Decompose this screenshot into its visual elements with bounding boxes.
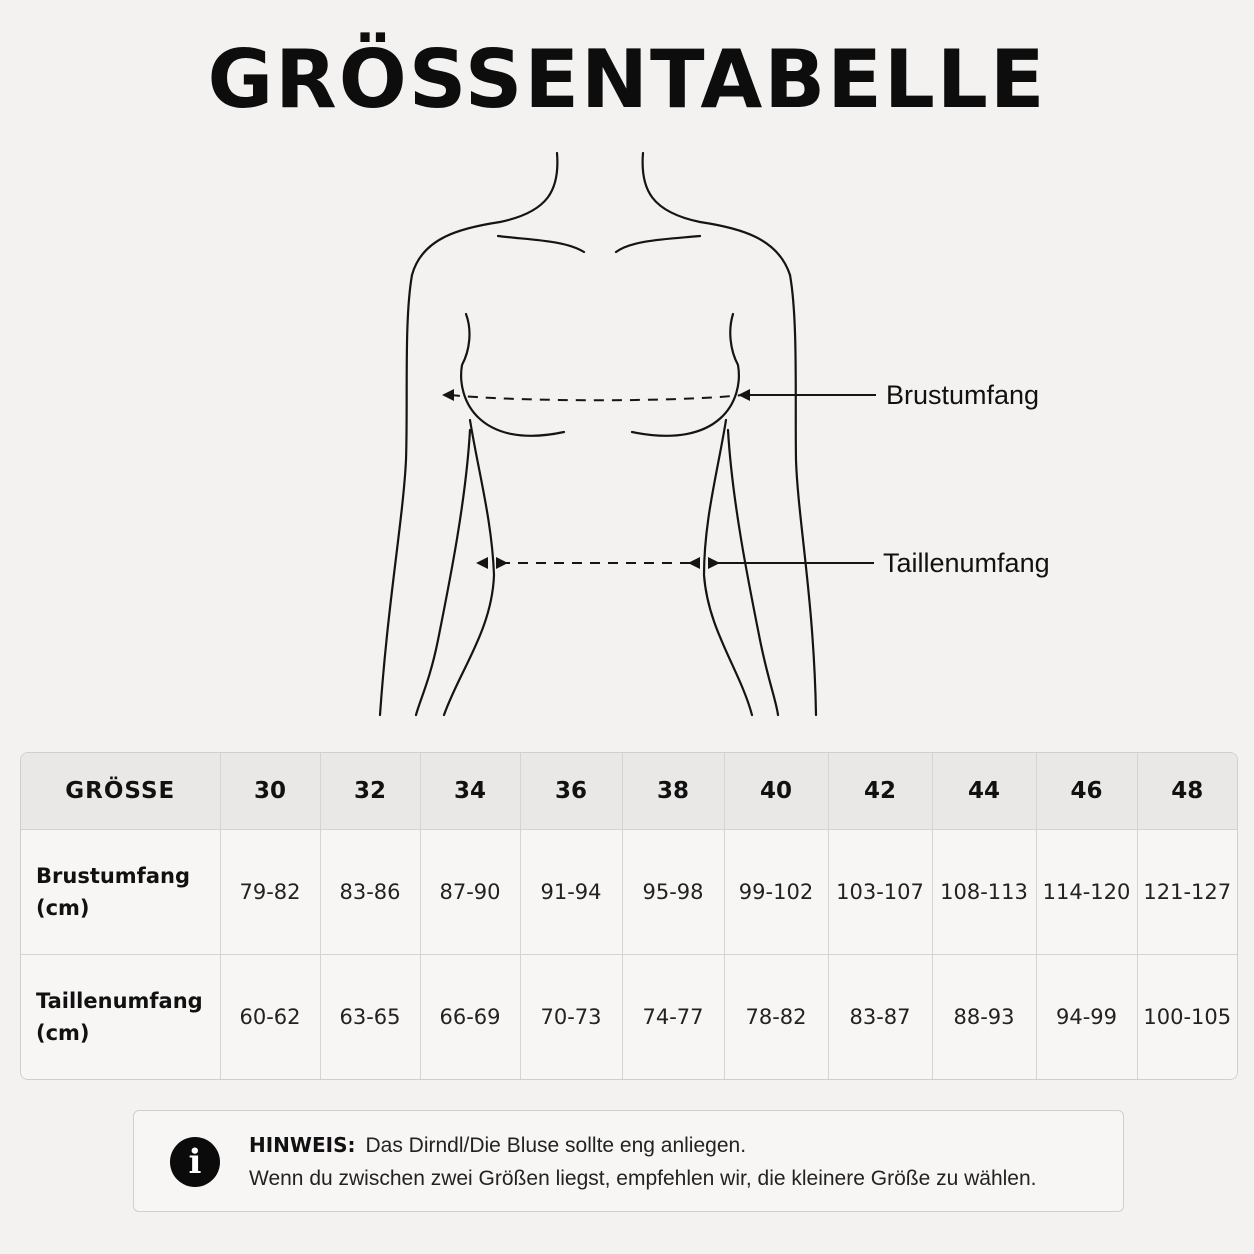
size-header: 42	[828, 753, 932, 830]
table-cell: 78-82	[724, 955, 828, 1080]
note-prefix: HINWEIS:	[249, 1133, 356, 1157]
table-cell: 74-77	[622, 955, 724, 1080]
table-cell: 95-98	[622, 830, 724, 955]
breast-right	[632, 314, 739, 436]
bust-dashed-line	[450, 395, 742, 400]
bust-arrow-left	[442, 389, 454, 401]
size-header: 40	[724, 753, 828, 830]
table-cell: 99-102	[724, 830, 828, 955]
bust-label: Brustumfang	[886, 380, 1040, 410]
table-header-row	[21, 753, 1237, 830]
row-label-line2: (cm)	[36, 1021, 90, 1045]
table-cell: 103-107	[828, 830, 932, 955]
note-text-1: Das Dirndl/Die Bluse sollte eng anliegen.	[365, 1134, 747, 1157]
neck-left	[412, 153, 557, 275]
table-cell: 108-113	[932, 830, 1036, 955]
note-line2: Wenn du zwischen zwei Größen liegst, empfehlen wir, die kleinere Größe zu wählen.	[249, 1167, 1037, 1190]
neck-right	[643, 153, 790, 275]
breast-left	[461, 314, 564, 436]
note-line1	[249, 1133, 746, 1158]
size-header: 32	[320, 753, 420, 830]
row-label-line2: (cm)	[36, 896, 90, 920]
table-cell: 70-73	[520, 955, 622, 1080]
table-row	[21, 830, 1237, 955]
table-cell: 63-65	[320, 955, 420, 1080]
waist-arrow-2	[496, 557, 508, 569]
bust-arrow-right	[738, 389, 750, 401]
waist-label: Taillenumfang	[883, 548, 1050, 578]
table-cell: 100-105	[1137, 955, 1237, 1080]
collarbone-left	[498, 236, 584, 252]
table-cell: 83-86	[320, 830, 420, 955]
page-title: GRÖSSENTABELLE	[207, 33, 1047, 126]
row-label-bust	[21, 830, 220, 955]
table-cell: 79-82	[220, 830, 320, 955]
waist-arrow-1	[476, 557, 488, 569]
info-icon: i	[170, 1137, 220, 1187]
size-table	[20, 752, 1238, 1080]
size-header: 48	[1137, 753, 1237, 830]
table-cell: 121-127	[1137, 830, 1237, 955]
table-cell: 83-87	[828, 955, 932, 1080]
table-cell: 88-93	[932, 955, 1036, 1080]
table-header-label: GRÖSSE	[21, 753, 220, 830]
torso-right	[704, 420, 752, 715]
size-header: 30	[220, 753, 320, 830]
size-header: 38	[622, 753, 724, 830]
waist-arrow-4	[708, 557, 720, 569]
size-header: 44	[932, 753, 1036, 830]
arm-right-outer	[790, 275, 816, 715]
row-label-line1: Brustumfang	[36, 864, 190, 888]
table-cell: 91-94	[520, 830, 622, 955]
table-cell: 66-69	[420, 955, 520, 1080]
size-header: 34	[420, 753, 520, 830]
note-box	[133, 1110, 1124, 1212]
collarbone-right	[616, 236, 700, 252]
table-row	[21, 955, 1237, 1080]
table-cell: 60-62	[220, 955, 320, 1080]
size-header: 36	[520, 753, 622, 830]
waist-arrow-3	[688, 557, 700, 569]
row-label-waist	[21, 955, 220, 1080]
arm-left-outer	[380, 275, 412, 715]
size-header: 46	[1036, 753, 1137, 830]
table-cell: 94-99	[1036, 955, 1137, 1080]
table-cell: 87-90	[420, 830, 520, 955]
table-cell: 114-120	[1036, 830, 1137, 955]
row-label-line1: Taillenumfang	[36, 989, 203, 1013]
